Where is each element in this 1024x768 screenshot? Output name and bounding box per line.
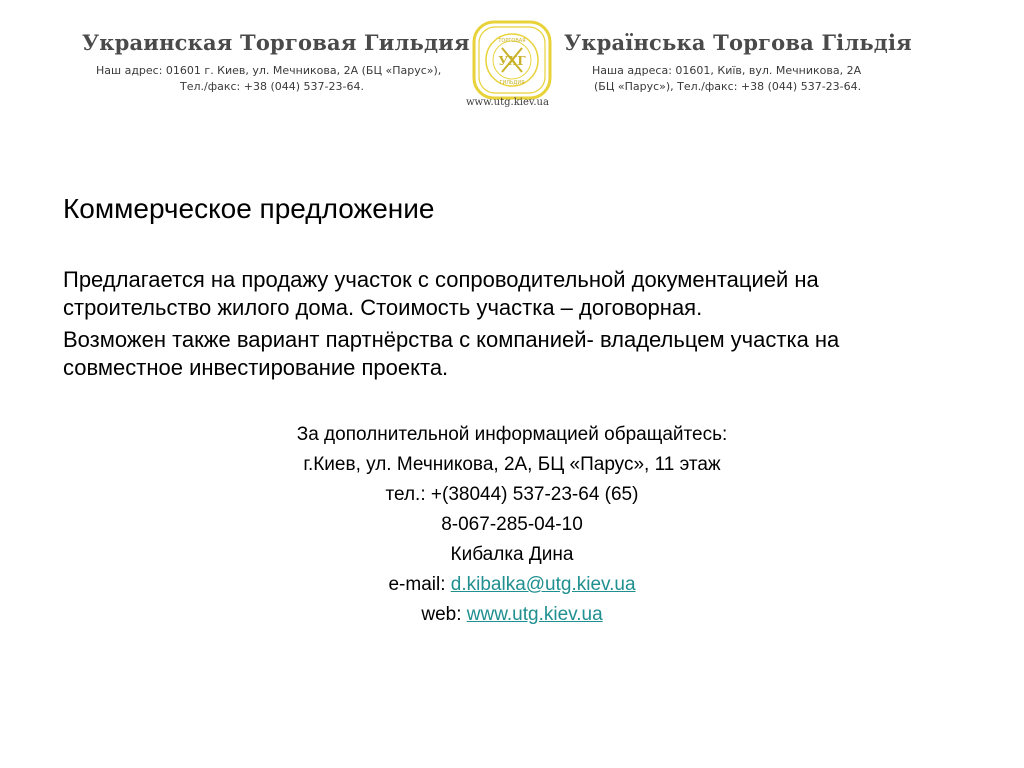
contact-person: Кибалка Дина [450, 544, 574, 565]
partnership-paragraph: Возможен также вариант партнёрства с компанией- владельцем участка на совместное инвестирование проекта. [63, 327, 840, 380]
guild-emblem-icon [470, 18, 554, 102]
contact-mobile: 8-067-285-04-10 [441, 514, 583, 535]
emblem-top-text: ТОРГОВАЯ [498, 38, 526, 44]
emblem-bottom-text: ГИЛЬДИЯ [499, 80, 525, 86]
contact-email-line [62, 570, 962, 600]
contact-web-line [62, 600, 962, 630]
contact-block [62, 420, 962, 630]
company-name-russian: Украинская Торговая Гильдия [82, 30, 470, 55]
address-ukrainian-line1: Наша адреса: 01601, Київ, вул. Мечникова, 2А [592, 64, 862, 77]
contact-address: г.Киев, ул. Мечникова, 2А, БЦ «Парус», 11 этаж [303, 454, 721, 475]
email-label: e-mail: [388, 574, 451, 595]
address-ukrainian-line2: (БЦ «Парус»), Тел./факс: +38 (044) 537-23-64. [594, 80, 862, 93]
contact-intro: За дополнительной информацией обращайтесь: [296, 424, 728, 445]
address-russian-line2: Тел./факс: +38 (044) 537-23-64. [180, 80, 364, 93]
company-name-ukrainian: Українська Торгова Гільдія [564, 30, 912, 55]
email-link[interactable]: d.kibalka@utg.kiev.ua [450, 574, 636, 595]
website-link[interactable]: www.utg.kiev.ua [466, 604, 603, 625]
emblem-letters: УХГ [498, 54, 526, 68]
web-label: web: [421, 604, 467, 625]
offer-paragraph: Предлагается на продажу участок с сопроводительной документацией на строительство жилого дома. Стоимость участка – договорная. [63, 267, 819, 320]
contact-phone: тел.: +(38044) 537-23-64 (65) [385, 484, 639, 505]
letterhead [0, 0, 1024, 120]
letterhead-website: www.utg.kiev.ua [466, 97, 549, 108]
document-title: Коммерческое предложение [63, 193, 435, 224]
address-russian-line1: Наш адрес: 01601 г. Киев, ул. Мечникова, 2А (БЦ «Парус»), [96, 64, 442, 77]
